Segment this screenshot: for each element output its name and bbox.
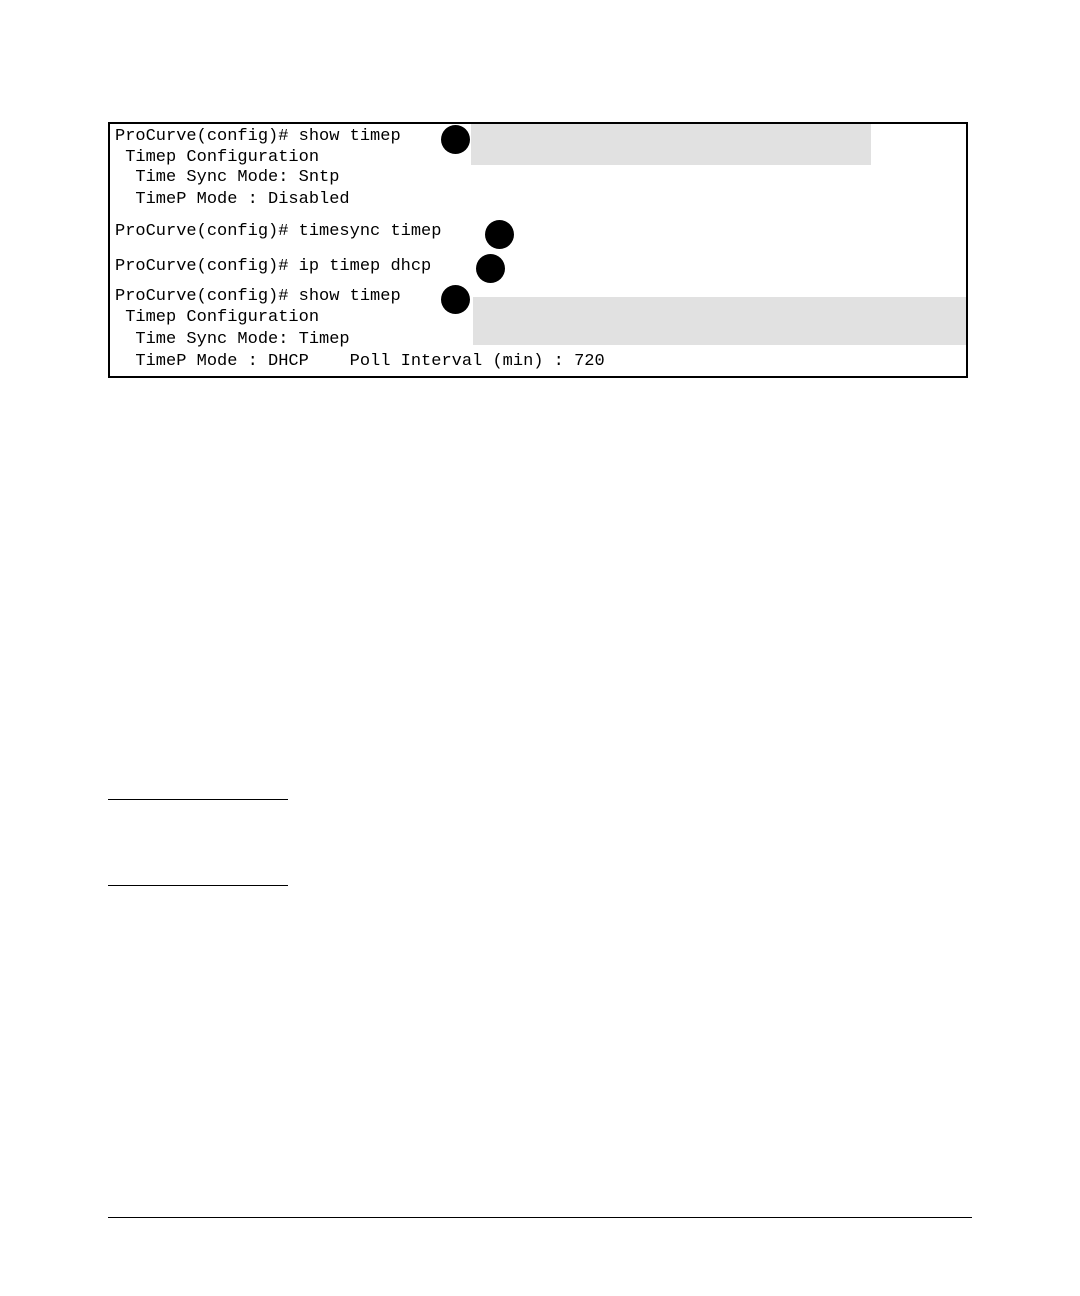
callout-marker-2 bbox=[485, 220, 514, 249]
output-highlight-2 bbox=[473, 297, 966, 345]
callout-marker-4 bbox=[441, 285, 470, 314]
cli-output-line: TimeP Mode : Disabled bbox=[115, 190, 350, 209]
output-highlight-1 bbox=[471, 124, 871, 165]
cli-command-show-timep-1: ProCurve(config)# show timep bbox=[115, 127, 401, 146]
cli-output-line: Timep Configuration bbox=[115, 308, 320, 327]
footer-rule bbox=[108, 1217, 972, 1218]
cli-command-timesync: ProCurve(config)# timesync timep bbox=[115, 222, 442, 241]
cli-output-line: TimeP Mode : DHCP Poll Interval (min) : 720 bbox=[115, 352, 605, 371]
callout-marker-1 bbox=[441, 125, 470, 154]
note-rule-top bbox=[108, 799, 288, 800]
note-rule-bottom bbox=[108, 885, 288, 886]
cli-command-ip-timep-dhcp: ProCurve(config)# ip timep dhcp bbox=[115, 257, 432, 276]
cli-output-line: Timep Configuration bbox=[115, 148, 320, 167]
cli-output-line: Time Sync Mode: Sntp bbox=[115, 168, 340, 187]
callout-marker-3 bbox=[476, 254, 505, 283]
cli-output-line: Time Sync Mode: Timep bbox=[115, 330, 350, 349]
cli-command-show-timep-2: ProCurve(config)# show timep bbox=[115, 287, 401, 306]
cli-screenshot bbox=[108, 122, 968, 378]
